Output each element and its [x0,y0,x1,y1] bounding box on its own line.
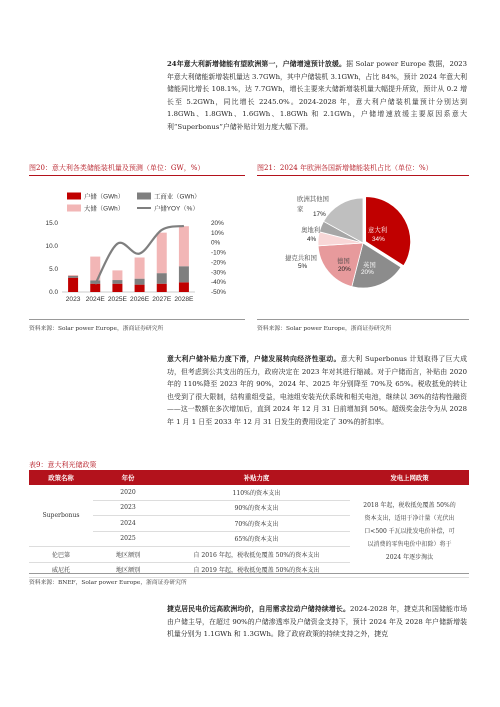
bar-segment [157,284,167,292]
cell-subsidy: 65%的资本支出 [163,531,350,547]
chart-bars [68,226,189,292]
grid-policy-text: 2018 年起，税收抵免覆盖 50%的资本支出，适用于净计量（光伏出口<500 千瓦以批发电价补偿，可以消费的零售电价中扣除）将于 2024 年逐步淘汰 [363,501,456,561]
bar-segment [112,284,122,292]
cell-subsidy: 90%的资本支出 [163,500,350,516]
pie-value-germany: 20% [338,266,351,273]
cell-subsidy: 自 2019 年起，税收抵免覆盖 50%的资本支出 [163,562,350,578]
pie-value-other-europe: 17% [313,211,326,218]
cell-year: 2023 [93,500,163,516]
legend-label: 户储（GWh） [84,193,125,201]
y2-tick-label: 10% [211,229,224,237]
y2-tick-label: 20% [211,220,224,227]
x-tick-label: 2024E [85,296,105,303]
pie-label-germany: 德国 [337,258,350,265]
y2-tick-label: -10% [211,249,226,257]
y-tick-label: 0.0 [49,289,58,296]
pie-value-czech: 5% [298,263,308,270]
pie-label-italy: 意大利 [368,227,388,234]
table-source: 资料来源：BNEF，Solar power Europe，浙商证券研究所 [29,580,187,586]
cell-policy-name: 伦巴第 [29,547,93,563]
bar-segment [157,273,167,284]
cell-policy-name: 威尼托 [29,562,93,578]
table-bottom-rule [29,573,469,574]
bar-segment [68,276,78,278]
figure20-bottom-rule [29,319,245,320]
figure21-caption: 图21：2024 年欧洲各国新增储能装机占比（单位：%） [257,164,433,172]
x-tick-label: 2025E [107,296,127,303]
bar-segment [135,285,145,292]
cell-year: 地区额别 [93,547,163,563]
italy-policy-table [29,470,469,578]
paragraph-body: 据 Solar power Europe 数据，2023 年意大利储能新增装机量达 3.7GWh，其中户储装机 3.1GWh，占比 84%，预计 2024 年意大利储能同比增长 108.1%，达 7.7GWh，增长主要来大储新增装机量大幅提升所致，预计从 0.2 增长至 5.2GWh，同比增长 2245.0%。2024-2028 年，意大利户储装机量预计分别达到 1.8GWh、1.8GWh、1.6GWh、1.8GWh 和 2.1GWh，户储增速放缓主要原因系意大利“Superbonus”户储补贴计划力度大幅下滑。 [167,60,467,131]
table-header-row [29,470,469,485]
figure21-bottom-rule [257,319,469,320]
bar-segment [179,226,189,266]
y-tick-label: 10.0 [45,243,58,250]
figure21-source: 资料来源：Solar power Europe，浙商证券研究所 [257,326,392,332]
header-year: 年份 [93,470,163,485]
cell-subsidy: 110%的资本支出 [163,485,350,500]
europe-share-pie [257,180,469,316]
y2-tick-label: -50% [211,289,226,296]
chart-legend [67,191,201,212]
cell-subsidy: 70%的资本支出 [163,516,350,532]
figure21-top-rule [257,175,469,176]
y2-tick-label: 0% [211,239,221,247]
bar-segment [112,270,122,280]
cell-year: 2024 [93,516,163,532]
y-tick-label: 5.0 [49,266,58,273]
cell-year: 地区额别 [93,562,163,578]
cell-subsidy: 自 2016 年起，税收抵免覆盖 50%的资本支出 [163,547,350,563]
bar-segment [179,282,189,292]
y2-tick-label: -40% [211,279,226,287]
bar-segment [68,278,78,292]
bar-segment [68,275,78,276]
header-subsidy: 补贴力度 [163,470,350,485]
figure20-caption: 图20：意大利各类储能装机量及预测（单位：GW，%） [29,164,205,172]
table-caption: 表9：意大利光储政策 [29,461,97,469]
legend-label: 大储（GWh） [84,205,125,213]
x-tick-label: 2023 [65,296,81,303]
y-tick-label: 15.0 [45,220,58,227]
paragraph-czech [167,603,467,641]
bar-segment [90,284,100,292]
pie-label-uk: 英国 [363,262,376,269]
bar-segment [135,258,145,279]
x-tick-label: 2026E [130,296,150,303]
pie-value-italy: 34% [372,236,385,243]
figure20-top-rule [29,175,245,176]
header-grid-policy: 发电上网政策 [350,470,469,485]
x-tick-label: 2028E [174,296,194,303]
pie-value-uk: 20% [361,269,374,276]
x-tick-label: 2027E [152,296,172,303]
cell-policy-name: Superbonus [29,485,93,547]
paragraph-italy-subsidy [167,353,467,429]
italy-storage-chart [29,180,245,312]
legend-label: 户储YOY（%） [154,205,199,213]
paragraph-italy-storage [167,58,467,134]
legend-swatch [67,205,81,212]
pie-label-austria: 奥地利 [301,227,321,234]
bar-segment [179,266,189,282]
bar-segment [135,279,145,285]
cell-year: 2020 [93,485,163,500]
y2-tick-label: -30% [211,269,226,277]
pie-label-other-europe: 欧洲其他国家 [297,196,329,213]
paragraph-body: 意大利 Superbonus 计划取得了巨大成功，但考虑到公共支出的压力，政府决定在 2023 年对其进行缩减。对于户储而言，补贴由 2020 年的 110%降至 2023 年的 90%，2024 年、2025 年分别降至 70%及 65%。税收抵免的转让也受到了很大限制，结构重组受益，电池组安装光伏系统和相关电池，继续以 36%的结构性融资——这一数额在多次增加后，直到 2024 年 12 月 31 日前增加到 50%。超级奖金法令为从 2028 年 1 月 1 日至 2033 年 12 月 31 日发生的费用设定了 30%的折扣率。 [167,355,468,426]
paragraph-lead: 意大利户储补贴力度下滑，户储发展转向经济性驱动。 [167,355,341,363]
paragraph-lead: 24年意大利新增储能有望欧洲第一，户储增速预计放缓。 [167,60,347,68]
paragraph-body: 2024-2028 年，捷克共和国储能市场由户储主导，在超过 90%的户储渗透率及户储资金支持下，预计 2024 年及 2028 年户储新增装机量分别为 1.1GWh 和 1.3GWh。除了政府政策的持续支持之外，捷克 [167,605,468,639]
legend-swatch [67,193,81,200]
cell-year: 2025 [93,531,163,547]
figure20-source: 资料来源：Solar power Europe，浙商证券研究所 [29,326,164,332]
legend-label: 工商业（GWh） [154,193,201,201]
cell-grid-policy [350,485,469,578]
pie-value-austria: 4% [307,236,317,243]
y2-tick-label: -20% [211,259,226,267]
pie-label-czech: 捷克共和国 [285,255,317,262]
paragraph-lead: 捷克居民电价远高欧洲均价，自用需求拉动户储持续增长。 [167,605,350,613]
table-row [29,485,469,500]
header-policy-name: 政策名称 [29,470,93,485]
bar-segment [112,280,122,284]
legend-swatch [137,193,151,200]
bar-segment [157,233,167,273]
